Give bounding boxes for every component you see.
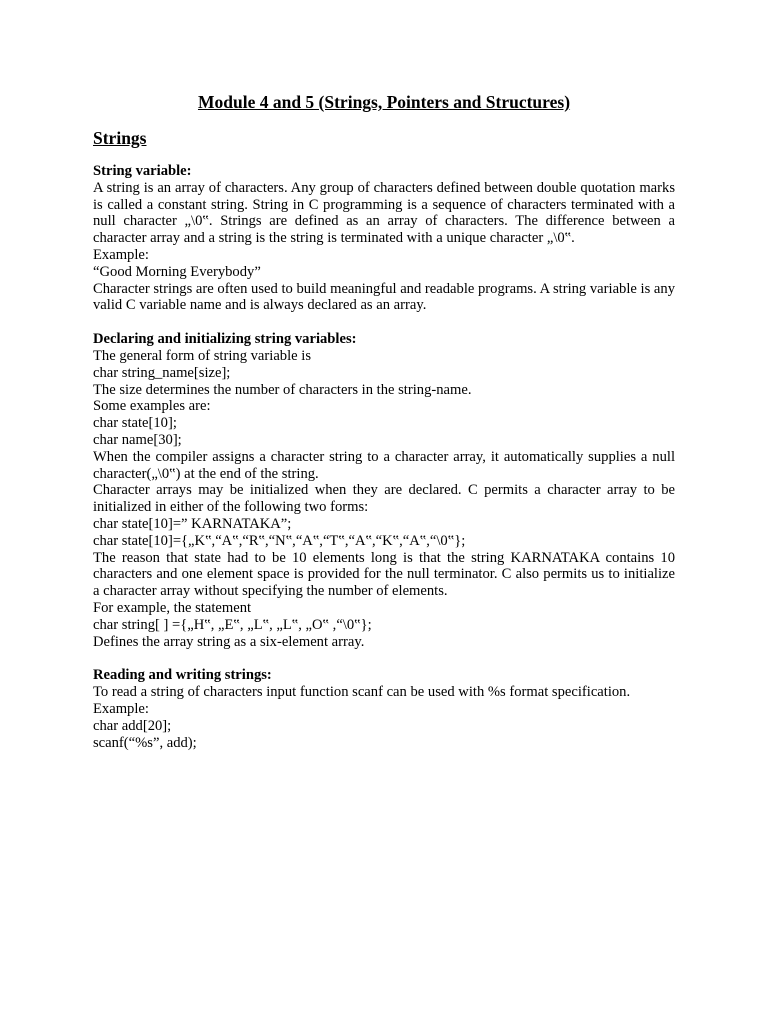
paragraph-string-usage: Character strings are often used to build meaningful and readable programs. A string variable is any valid C variable name and is always declared as an array. <box>93 280 675 314</box>
document-title: Module 4 and 5 (Strings, Pointers and Structures) <box>197 92 571 112</box>
declaring-line-3: The size determines the number of characters in the string-name. <box>93 381 472 398</box>
code-init-form-1: char state[10]=” KARNATAKA”; <box>93 515 292 532</box>
paragraph-reason: The reason that state had to be 10 elements long is that the string KARNATAKA contains 10 characters and one element space is provided for the null terminator. C also permits us to initialize a character array without specifying the number of elements. <box>93 549 675 600</box>
heading-string-variable: String variable: <box>93 163 192 179</box>
declaring-line-1: The general form of string variable is <box>93 347 312 364</box>
section-declaring <box>93 331 675 650</box>
code-scanf: scanf(“%s”, add); <box>93 734 197 751</box>
code-init-form-2: char state[10]={„K‟,“A‟,“R‟,“N‟,“A‟,“T‟,“A‟,“K‟,“A‟,“\0‟}; <box>93 532 466 549</box>
code-general-form: char string_name[size]; <box>93 364 231 381</box>
code-example-state: char state[10]; <box>93 415 177 432</box>
paragraph-initialization: Character arrays may be initialized when they are declared. C permits a character array to be initialized in either of the following two forms: <box>93 482 675 516</box>
declaring-line-8: Defines the array string as a six-element array. <box>93 633 365 650</box>
example-label: Example: <box>93 246 149 263</box>
section-heading-strings: Strings <box>93 128 147 148</box>
heading-reading: Reading and writing strings: <box>93 667 272 684</box>
code-example-name: char name[30]; <box>93 431 182 448</box>
reading-example-label: Example: <box>93 700 149 717</box>
code-char-add: char add[20]; <box>93 717 172 734</box>
section-string-variable <box>93 163 675 314</box>
paragraph-string-definition: A string is an array of characters. Any group of characters defined between double quotation marks is called a constant string. String in C programming is a sequence of characters terminated with a null character „\0‟. Strings are defined as an array of characters. The difference between a character array and a string is the string is terminated with a unique character „\0‟. <box>93 179 675 247</box>
heading-declaring: Declaring and initializing string variables: <box>93 331 357 348</box>
section-reading <box>93 667 675 751</box>
reading-line-1: To read a string of characters input function scanf can be used with %s format specification. <box>93 684 631 701</box>
code-init-form-3: char string[ ] ={„H‟, „E‟, „L‟, „L‟, „O‟ ,“\0‟}; <box>93 616 372 633</box>
declaring-line-7: For example, the statement <box>93 599 252 616</box>
declaring-line-4: Some examples are: <box>93 398 211 415</box>
paragraph-compiler-null: When the compiler assigns a character string to a character array, it automatically supplies a null character(„\0‟) at the end of the string. <box>93 448 675 482</box>
document-page <box>93 86 675 751</box>
example-text: “Good Morning Everybody” <box>93 263 261 280</box>
